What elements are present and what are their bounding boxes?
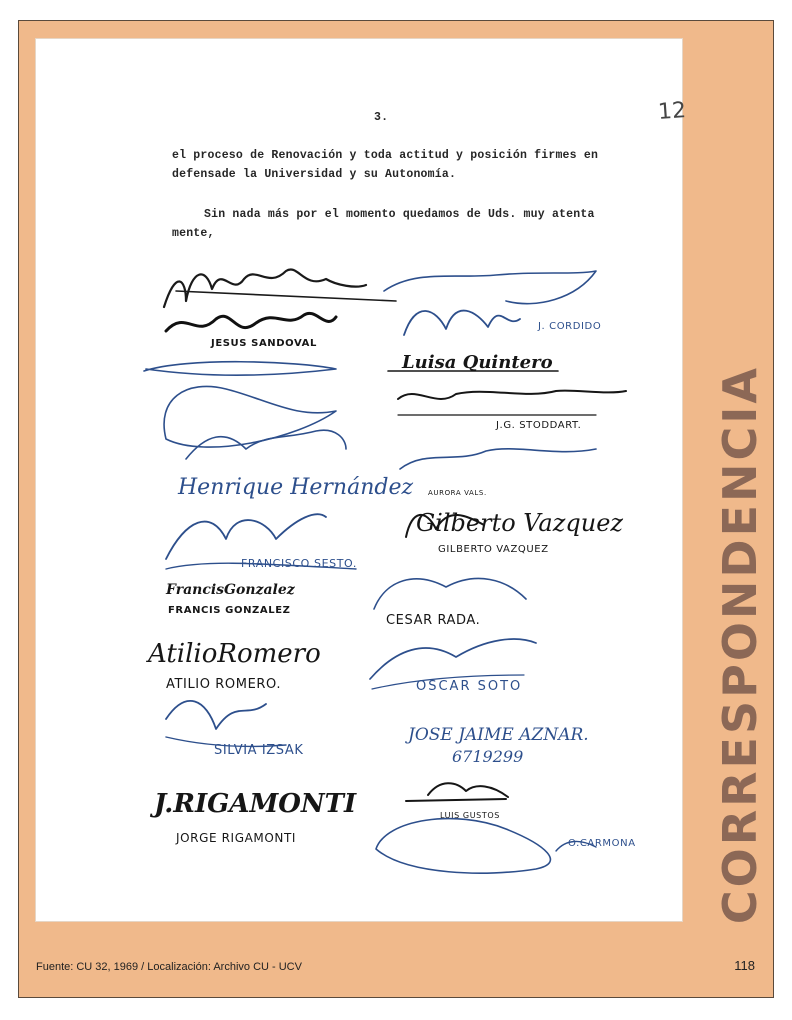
name-j-cordido: J. CORDIDO	[538, 321, 602, 332]
letter-scan	[36, 39, 687, 921]
name-gilberto-vazquez: GILBERTO VAZQUEZ	[438, 544, 549, 555]
name-jesus-sandoval: JESUS SANDOVAL	[211, 338, 317, 349]
name-o-carmona: O.CARMONA	[568, 838, 636, 849]
phone-number: 6719299	[452, 747, 524, 766]
signature-scribble-1	[164, 269, 366, 307]
name-francis-gonzalez: FRANCIS GONZALEZ	[168, 605, 291, 616]
name-cesar-rada: CESAR RADA.	[386, 613, 481, 628]
signature-scribble-2	[166, 313, 336, 331]
signature-francis-gonzalez: FrancisGonzalez	[166, 582, 295, 598]
signature-scribble-7	[384, 271, 596, 304]
page-number: 118	[734, 958, 755, 973]
signature-scribble-3	[144, 362, 336, 375]
signature-scribble-8	[404, 311, 520, 335]
footer-source: Fuente: CU 32, 1969 / Localización: Archivo CU - UCV	[36, 961, 302, 973]
signature-scribble-10	[400, 449, 596, 469]
letter-line-4: mente,	[172, 227, 215, 240]
letter-line-1: el proceso de Renovación y toda actitud y posición firmes en	[172, 149, 599, 162]
letter-line-3: Sin nada más por el momento quedamos de Uds. muy atenta	[204, 208, 595, 221]
signature-atilio-romero: AtilioRomero	[148, 639, 321, 669]
name-jose-jaime-aznar: JOSE JAIME AZNAR.	[408, 725, 589, 745]
name-oscar-soto: OSCAR SOTO	[416, 679, 523, 694]
signature-scribble-13	[370, 639, 536, 679]
name-silvia-izsak: SILVIA IZSAK	[214, 743, 304, 758]
letter-line-2: defensade la Universidad y su Autonomía.	[172, 168, 457, 181]
name-luis-gustos: LUIS GUSTOS	[440, 811, 500, 820]
signature-gilberto-vazquez: Gilberto Vazquez	[416, 509, 624, 537]
signature-scribble-4	[164, 386, 336, 447]
name-francisco-sesto: FRANCISCO SESTO.	[241, 557, 357, 570]
name-j-g-stoddart: J.G. STODDART.	[496, 420, 582, 431]
name-atilio-romero: ATILIO ROMERO.	[166, 677, 282, 692]
signature-scribble-5	[166, 514, 326, 559]
page-marker: 3.	[374, 111, 389, 124]
signature-scribble-6	[166, 701, 266, 729]
signature-scribble-14	[406, 799, 506, 801]
name-aurora-vals: AURORA VALS.	[428, 489, 487, 497]
section-title: CORRESPONDENCIA	[713, 365, 767, 925]
name-jorge-rigamonti: JORGE RIGAMONTI	[176, 831, 297, 845]
signature-luisa-quintero: Luisa Quintero	[402, 352, 553, 373]
signature-scribble-15	[376, 819, 550, 874]
signature-scribble-12	[374, 578, 526, 609]
signature-jorge-rigamonti: J.RIGAMONTI	[154, 789, 357, 819]
signature-scribble-9	[398, 391, 626, 399]
signature-henrique-hernandez: Henrique Hernández	[178, 475, 414, 500]
archive-number: 12	[657, 98, 687, 125]
